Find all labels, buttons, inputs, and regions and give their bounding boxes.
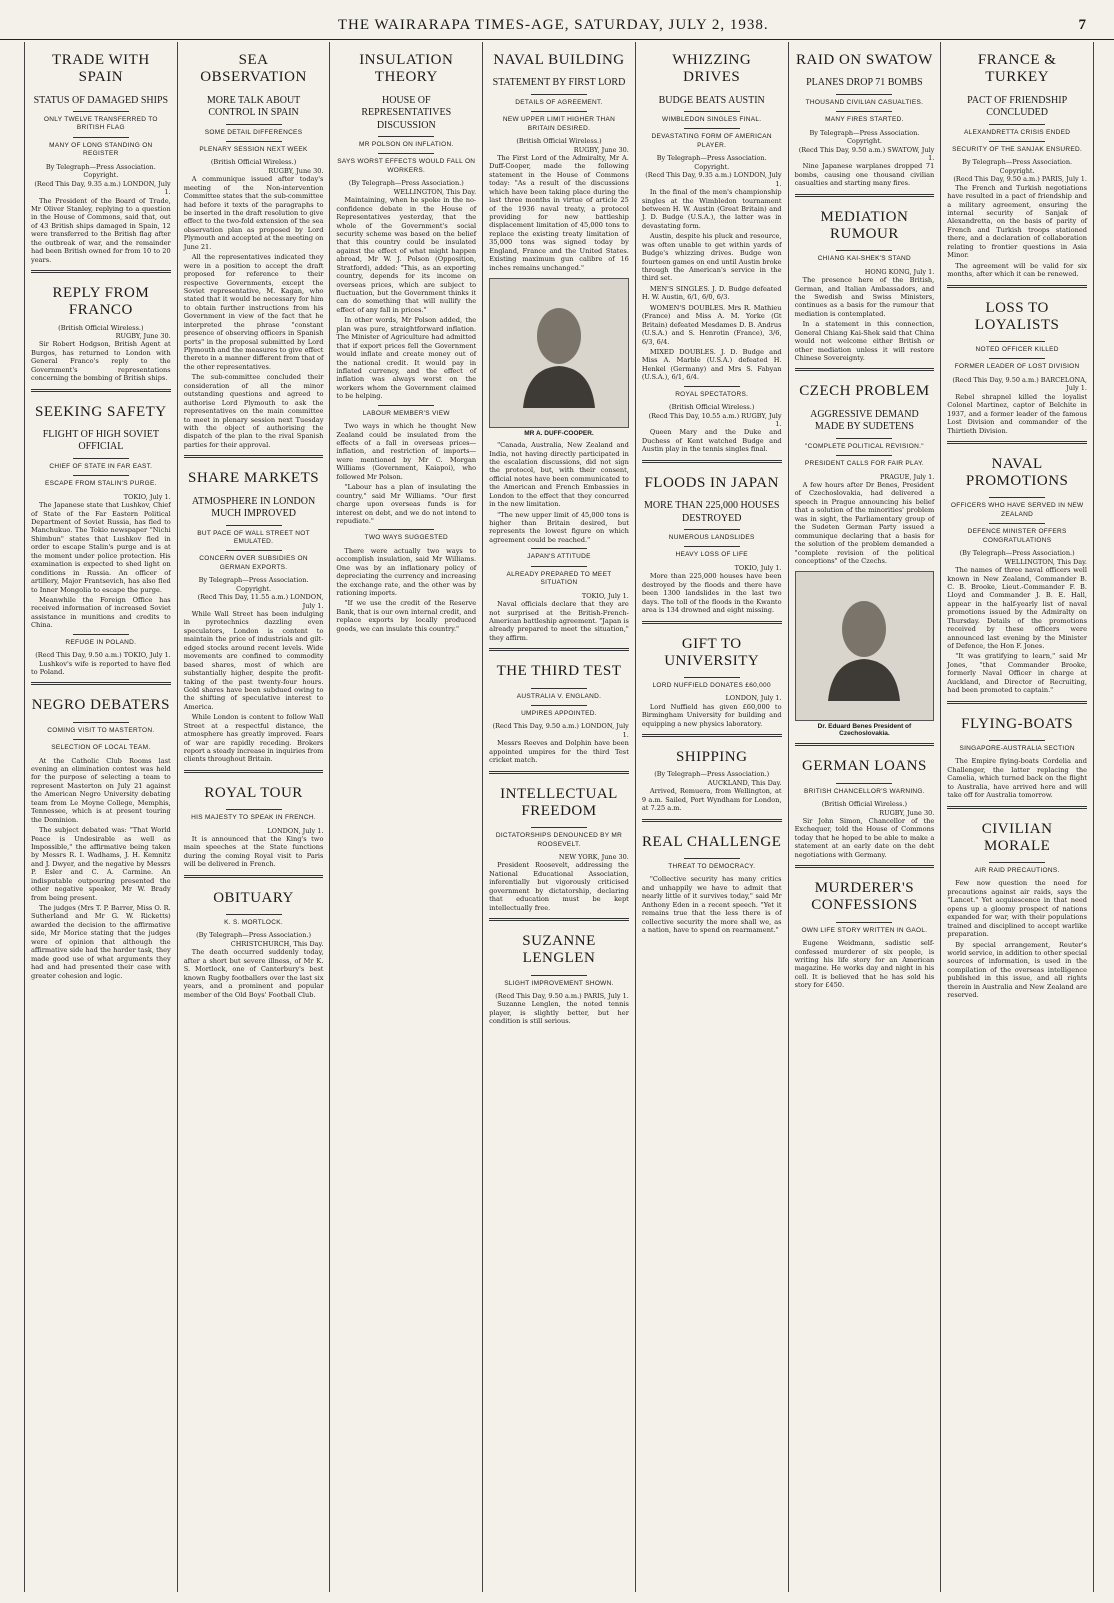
article — [795, 865, 935, 990]
deck: SECURITY OF THE SANJAK ENSURED. — [952, 145, 1083, 153]
divider — [73, 111, 129, 112]
article — [184, 455, 324, 764]
deck: TWO WAYS SUGGESTED — [364, 534, 448, 542]
article — [489, 918, 629, 1026]
headline: NAVAL BUILDING — [493, 52, 625, 68]
headline: FLOODS IN JAPAN — [644, 474, 779, 491]
divider — [31, 270, 171, 273]
divider — [795, 194, 935, 197]
divider — [989, 497, 1045, 498]
paragraph: The President of the Board of Trade, Mr Oliver Stanley, replying to a question in the House of Commons, said that, out of 43 British ships damaged in Spain, 12 were transferred to the British flag after the outbreak of war, and the remainder had been British owned for from 10 to 20 years. — [31, 196, 171, 264]
column-3 — [330, 42, 483, 1592]
headline: SUZANNE LENGLEN — [522, 933, 596, 967]
page-number: 7 — [1078, 17, 1086, 33]
deck: COMING VISIT TO MASTERTON. — [47, 726, 155, 734]
paragraph: The Japanese state that Lushkov, Chief of State of the Far Eastern Political Department of Soviet Russia, has fled to Manchukuo. The Tokio newspaper "Nichi Shimbun" states that Lushkov fled in order to escape Stalin's purge and is at the moment under police protection. His examination is expected to shed light on conditions in Russia. An officer of artillery, Major Frantsevich, has also fled to Inner Mongolia to escape the purge. — [31, 501, 171, 594]
article — [336, 529, 476, 633]
subheadline: HOUSE OF REPRESENTATIVES DISCUSSION — [361, 94, 452, 131]
byline: (By Telegraph—Press Association.) — [959, 549, 1075, 558]
article — [31, 389, 171, 630]
paragraph: Maintaining, when he spoke in the no-confidence debate in the House of Representatives yesterday, that the whole of the Government's social security scheme was based on the belief that this country could be insulated against the effect of what might happen abroad, Mr W. J. Polson (Opposition, Stratford), added: "This, as an exporting country, depends for its income on overseas prices, which are subject to fluctuation, but the Government thinks it can do something that will nullify the effect of any fall in prices." — [336, 196, 477, 314]
divider — [836, 922, 892, 923]
portrait-photo — [489, 278, 629, 428]
paragraph: MEN'S SINGLES. J. D. Budge defeated H. W. Austin, 6/1, 6/0, 6/3. — [641, 284, 782, 302]
divider — [989, 124, 1045, 125]
divider — [531, 827, 587, 828]
dateline: RUGBY, June 30. — [115, 331, 171, 340]
headline: RAID ON SWATOW — [796, 52, 933, 68]
divider — [184, 455, 324, 458]
subheadline: STATEMENT BY FIRST LORD — [492, 77, 626, 89]
masthead-title: THE WAIRARAPA TIMES-AGE, SATURDAY, JULY 2, 1938. — [337, 17, 769, 33]
paragraph: Meanwhile the Foreign Office has received information of increased Soviet assistance in munitions and credits to China. — [31, 595, 171, 630]
divider — [684, 546, 740, 547]
paragraph: While Wall Street has been indulging in pyrotechnics dazzling even speculators, London is content to maintain the price of industrials and gilt-edged stocks around recent levels. Wide movements are confined to commodity based shares, most of which are substantially higher, despite the profit-taking of the past twenty-four hours. Gold shares have been subdued owing to the shifting of speculative interest to America. — [183, 610, 324, 711]
dateline: CHRISTCHURCH, This Day. — [230, 939, 324, 948]
divider — [684, 128, 740, 129]
byline: (By Telegraph—Press Association.) — [196, 931, 312, 940]
deck: ALEXANDRETTA CRISIS ENDED — [963, 128, 1071, 136]
divider — [684, 386, 740, 387]
dateline: (Recd This Day, 10.55 a.m.) RUGBY, July 1. — [648, 411, 782, 428]
deck: THOUSAND CIVILIAN CASUALTIES. — [805, 98, 924, 106]
column-4 — [483, 42, 636, 1592]
deck: CONCERN OVER SUBSIDIES ON GERMAN EXPORTS. — [199, 555, 308, 571]
article — [642, 46, 782, 382]
byline: By Telegraph—Press Association. Copyright. — [198, 576, 309, 593]
divider — [378, 136, 434, 137]
deck: HEAVY LOSS OF LIFE — [675, 551, 748, 559]
paragraph: The French and Turkish negotiations have resulted in a pact of friendship and a military agreement, ensuring the internal security of Sanjak of Alexandretta, on the basis of parity of French and Turkish troops stationed there, and a declaration of collaboration relating to frontier questions in Asia Minor. — [947, 183, 1087, 260]
headline: SEEKING SAFETY — [35, 403, 167, 420]
headline: GIFT TO UNIVERSITY — [664, 635, 760, 669]
article — [336, 46, 476, 401]
deck: LABOUR MEMBER'S VIEW — [362, 409, 450, 417]
divider — [489, 918, 629, 921]
dateline: WELLINGTON, This Day. — [393, 187, 477, 196]
paragraph: The Empire flying-boats Cordelia and Challenger, the latter replacing the Camelia, which turned back on the flight to Australia, have arrived here and will take off for Australia tomorrow. — [947, 757, 1087, 800]
byline: By Telegraph—Press Association. Copyright. — [45, 162, 156, 180]
headline: SEA OBSERVATION — [200, 52, 307, 86]
deck: REFUGE IN POLAND. — [65, 638, 137, 646]
deck: ROYAL SPECTATORS. — [675, 390, 749, 398]
dateline: (Recd This Day, 9.35 a.m.) LONDON, July 1. — [645, 171, 782, 188]
paragraph: All the representatives indicated they were in a position to accept the draft proposed for reference to their respective Governments, except the Soviet representative, M. Kagan, who stated that it would be necessary for him to obtain further instructions from his Government in view of the fact that he interpreted the phrase "constant presence of observing officers in Spanish ports" in the proposal submitted by Lord Plymouth and the measures to give effect thereto in a manner different from that of the other representatives. — [183, 253, 324, 371]
divider — [489, 648, 629, 651]
headline: GERMAN LOANS — [802, 758, 927, 775]
divider — [989, 523, 1045, 524]
subheadline: BUDGE BEATS AUSTIN — [658, 94, 765, 106]
article — [489, 771, 629, 912]
paragraph: Two ways in which he thought New Zealand could be insulated from the effects of a fall in overseas prices—inflation, and restriction of imports—were mentioned by Mr C. Morgan Williams (Government, Kaiapoi), who followed Mr Polson. — [336, 422, 477, 481]
headline: FLYING-BOATS — [961, 715, 1074, 732]
deck: AIR RAID PRECAUTIONS. — [974, 867, 1060, 874]
column-7 — [941, 42, 1094, 1592]
dateline: TOKIO, July 1. — [581, 591, 629, 600]
article — [489, 46, 629, 272]
paragraph: Nine Japanese warplanes dropped 71 bombs, causing one thousand civilian casualties and starting many fires. — [794, 162, 935, 188]
deck: ALREADY PREPARED TO MEET SITUATION — [506, 570, 612, 587]
article — [31, 46, 171, 264]
divider — [226, 914, 282, 915]
deck: WIMBLEDON SINGLES FINAL. — [662, 116, 762, 123]
deck: AUSTRALIA V. ENGLAND. — [516, 692, 602, 700]
paragraph: WOMEN'S DOUBLES. Mrs R. Mathieu (France) and Miss A. M. Yorke (Gt Britain) defeated Mesdames D. B. Andrus (U.S.A.) and S. Henrotin (France), 3/6, 6/3, 6/4. — [641, 303, 782, 346]
divider — [947, 441, 1087, 444]
subheadline: ATMOSPHERE IN LONDON MUCH IMPROVED — [191, 495, 316, 519]
dateline: TOKIO, July 1. — [734, 563, 782, 572]
dateline: (Recd This Day, 9.50 a.m.) BARCELONA, July 1. — [952, 375, 1087, 393]
divider — [642, 621, 782, 624]
divider — [947, 806, 1087, 809]
paragraph: The names of three naval officers well known in New Zealand, Commander B. C. B. Brooke, Lieut.-Commander F. B. Lloyd and Commander J. B. E. Hall, appear in the half-yearly list of naval promotions issued by the Admiralty on Thursday. Details of the promotions received by these officers were announced last evening by the Minister of Defence, the Hon F. Jones. — [947, 566, 1087, 650]
paragraph: Queen Mary and the Duke and Duchess of Kent watched Budge and Austin play in the tennis singles final. — [641, 428, 782, 454]
paragraph: Sir John Simon, Chancellor of the Exchequer, told the House of Commons today that he hoped to be able to make a statement at an early date on the debt negotiations with Germany. — [794, 816, 935, 859]
headline: MURDERER'S CONFESSIONS — [811, 880, 918, 914]
headline: MEDIATION RUMOUR — [820, 208, 909, 242]
person-icon — [824, 591, 904, 701]
dateline: (Recd This Day, 9.50 a.m.) PARIS, July 1. — [953, 175, 1087, 184]
deck: HIS MAJESTY TO SPEAK IN FRENCH. — [191, 814, 316, 822]
divider — [989, 358, 1045, 359]
dateline: TOKIO, July 1. — [123, 492, 171, 501]
deck: DEFENCE MINISTER OFFERS CONGRATULATIONS — [967, 528, 1067, 544]
divider — [73, 137, 129, 138]
headline: OBITUARY — [213, 889, 294, 906]
dateline: AUCKLAND, This Day. — [707, 778, 782, 787]
divider — [836, 94, 892, 95]
paragraph: Sir Robert Hodgson, British Agent at Burgos, has returned to London with General Franco's reply to the Government's representations concerning the bombing of British ships. — [31, 340, 171, 383]
subheadline: PLANES DROP 71 BOMBS — [806, 77, 923, 89]
photo-caption: Dr. Eduard Benes President of Czechoslovakia. — [817, 723, 912, 738]
paragraph: Few now question the need for precautions against air raids, says the "Lancet." Yet acquiescence in that need opens up a gloomy prospect of nations expanded for war, with their populations trained and disciplined to accept warlike preparation. — [947, 879, 1087, 939]
headline: INSULATION THEORY — [359, 52, 454, 86]
dateline: (Recd This Day, 9.50 a.m.) TOKIO, July 1. — [35, 651, 171, 660]
paragraph: "The new upper limit of 45,000 tons is higher than Britain desired, but represents the lowest figure on which agreement could be reached." — [489, 510, 629, 544]
article — [31, 634, 171, 677]
paragraph: The subject debated was: "That World Peace is Undesirable as well as Impossible," the affirmative being taken by Messrs R. I. Wadhams, J. H. Kemnitz and J. Dwyer, and the negative by Messrs P. Esler and C. A. Carmine. An indisputable outpouring presented the other negative speaker, Mr W. Brady from being present. — [31, 826, 171, 902]
headline: SHARE MARKETS — [188, 470, 320, 487]
article — [642, 386, 782, 454]
divider — [642, 734, 782, 737]
divider — [31, 389, 171, 392]
divider — [226, 525, 282, 526]
divider — [684, 111, 740, 112]
byline: By Telegraph—Press Association. Copyright. — [656, 154, 767, 171]
deck: SOME DETAIL DIFFERENCES — [204, 128, 303, 136]
article — [489, 278, 629, 437]
article — [947, 441, 1087, 695]
article — [184, 770, 324, 869]
article — [489, 441, 629, 544]
paragraph: At the Catholic Club Rooms last evening an elimination contest was held for the purpose of selecting a team to represent Masterton on July 21 against the American Negro University debating team from Le Moyne College, Memphis, Tennessee, which is at present touring the Dominion. — [31, 756, 171, 824]
divider — [684, 529, 740, 530]
article — [336, 405, 476, 526]
paragraph: "Collective security has many critics and unhappily we have to admit that nearly little of it survives today," said Mr Anthony Eden in a recent speech. "Yet it remains true that the less there is of collective security the more shall we, as a nation, have to spend on rearmament." — [641, 875, 782, 934]
divider — [73, 475, 129, 476]
byline: (British Official Wireless.) — [669, 403, 755, 412]
deck: OWN LIFE STORY WRITTEN IN GAOL. — [801, 926, 928, 934]
divider — [73, 722, 129, 723]
divider — [226, 809, 282, 810]
divider — [684, 677, 740, 678]
deck: OFFICERS WHO HAVE SERVED IN NEW ZEALAND — [950, 502, 1084, 518]
subheadline: FLIGHT OF HIGH SOVIET OFFICIAL — [42, 428, 159, 453]
paragraph: Lord Nuffield has given £60,000 to Birmingham University for building and equipping a new physics laboratory. — [641, 702, 782, 728]
divider — [226, 550, 282, 551]
column-1 — [25, 42, 178, 1592]
divider — [947, 701, 1087, 704]
dateline: RUGBY, June 30. — [573, 145, 629, 154]
article — [795, 194, 935, 363]
byline: (British Official Wireless.) — [516, 137, 602, 146]
article — [947, 285, 1087, 435]
divider — [642, 819, 782, 822]
article — [489, 548, 629, 642]
subheadline: STATUS OF DAMAGED SHIPS — [33, 94, 169, 106]
dateline: HONG KONG, July 1. — [864, 267, 935, 276]
divider — [795, 743, 935, 746]
paragraph: Arrived, Remuera, from Wellington, at 9 a.m. Sailed, Port Wyndham for London, at 7.25 a.m. — [641, 787, 782, 813]
deck: BRITISH CHANCELLOR'S WARNING. — [803, 787, 925, 795]
paragraph: MIXED DOUBLES. J. D. Budge and Miss A. Marble (U.S.A.) defeated H. Henkel (Germany) and Mrs S. Fabyan (U.S.A.), 6/1, 6/4. — [641, 347, 782, 382]
subheadline: PACT OF FRIENDSHIP CONCLUDED — [967, 94, 1068, 118]
divider — [531, 566, 587, 567]
paragraph: Eugene Weidmann, sadistic self-confessed murderer of six people, is writing his life story for an American magazine. He works day and night in his cell. It is believed that he has sold his story for £450. — [794, 939, 935, 990]
deck: MANY FIRES STARTED. — [825, 116, 904, 124]
deck: JAPAN'S ATTITUDE — [527, 553, 591, 561]
paragraph: A communique issued after today's meeting of the Non-intervention Committee states that the sub-committee had before it texts of the paragraphs to be inserted in the draft resolution to give effect to the two-fold extension of the sea observation plan as proposed by Lord Plymouth and accepted at the meeting on June 21. — [183, 175, 324, 251]
paragraph: "Canada, Australia, New Zealand and India, not having directly participated in the escalation discussions, did not sign the protocol, but, with their consent, official notes have been communicated to the American and French Embassies in London to the effect that they concurred in the new limitation. — [489, 441, 629, 509]
paragraph: While London is content to follow Wall Street at a respectful distance, the atmosphere has greatly improved. Fears of war are rapidly receding. Brokers report a steady increase in inquiries from clients throughout Britain. — [183, 713, 324, 764]
paragraph: The First Lord of the Admiralty, Mr A. Duff-Cooper, made the following statement in the House of Commons today: "As a result of the discussions which have been taking place during the last three months in virtue of article 25 of the 1936 naval treaty, a protocol providing for new battleship displacement limitation of 45,000 tons to replace the existing treaty limitation of 35,000 tons was signed today by England, France and the United States. Existing maximum gun calibre of 16 inches remains unchanged." — [489, 153, 629, 272]
deck: PLENARY SESSION NEXT WEEK — [199, 145, 308, 153]
paragraph: In other words, Mr Polson added, the plan was pure, straightforward inflation. The Minister of Agriculture had admitted that if export prices fell the Government would inflate and create money out of the national credit. It would pay in inflated currency, and the effect of inflation was always worst on the workers whom the Government claimed to be helping. — [336, 316, 477, 401]
divider — [836, 455, 892, 456]
headline: NEGRO DEBATERS — [31, 697, 170, 714]
divider — [73, 458, 129, 459]
subheadline: AGGRESSIVE DEMAND MADE BY SUDETENS — [810, 408, 919, 433]
divider — [989, 740, 1045, 741]
divider — [184, 770, 324, 773]
paragraph: A few hours after Dr Benes, President of Czechoslovakia, had delivered a speech in Prague announcing his belief that a solution of the minorities' problem was in sight, the Parliamentary group of the Sudeten German Party issued a communique declaring that a basis for the solution of the problem demanded a "complete revision of the political conceptions" of the Czechs. — [794, 481, 935, 565]
deck: DEVASTATING FORM OF AMERICAN PLAYER. — [651, 133, 772, 149]
deck: SINGAPORE-AUSTRALIA SECTION — [959, 744, 1075, 752]
deck: ESCAPE FROM STALIN'S PURGE. — [44, 480, 157, 488]
deck: UMPIRES APPOINTED. — [521, 709, 597, 717]
deck: ONLY TWELVE TRANSFERRED TO BRITISH FLAG — [43, 116, 158, 132]
byline: (By Telegraph—Press Association.) — [348, 179, 464, 188]
paragraph: Lushkov's wife is reported to have fled to Poland. — [31, 659, 171, 676]
divider — [989, 862, 1045, 863]
deck: NEW UPPER LIMIT HIGHER THAN BRITAIN DESIRED. — [502, 116, 616, 132]
subheadline: MORE THAN 225,000 HOUSES DESTROYED — [644, 500, 780, 524]
deck: CHIEF OF STATE IN FAR EAST. — [49, 462, 153, 470]
article — [31, 270, 171, 383]
paragraph: The agreement will be valid for six months, after which it can be renewed. — [947, 261, 1087, 279]
divider — [836, 111, 892, 112]
byline: (British Official Wireless.) — [821, 800, 908, 809]
byline: (British Official Wireless.) — [58, 323, 144, 332]
paragraph: Naval officials declare that they are not surprised at the British-French-American battleship agreement. "Japan is already prepared to meet the situation," they affirm. — [489, 600, 629, 642]
article — [795, 368, 935, 565]
headline: CZECH PROBLEM — [799, 383, 930, 400]
divider — [836, 438, 892, 439]
paragraph: In a statement in this connection, General Chiang Kai-Shek said that China would not welcome either British or other mediation unless it will restore Chinese Sovereignty. — [794, 320, 935, 362]
article — [642, 460, 782, 615]
byline: By Telegraph—Press Association. Copyright. — [809, 128, 920, 146]
divider — [531, 94, 587, 95]
deck: MR POLSON ON INFLATION. — [359, 141, 454, 148]
dateline: PRAGUE, July 1. — [879, 472, 935, 481]
divider — [489, 771, 629, 774]
divider — [989, 141, 1045, 142]
dateline: LONDON, July 1. — [725, 694, 782, 703]
dateline: (Recd This Day, 11.55 a.m.) LONDON, July 1. — [197, 593, 324, 610]
paragraph: The sub-committee concluded their consideration of all the minor outstanding questions and agreed to authorise Lord Plymouth to ask the representatives on the main committee to meet in plenary session next Tuesday with the object of authorising the dispatch of the plan to the rival Spanish parties for their approval. — [183, 373, 324, 449]
deck: DICTATORSHIPS DENOUNCED BY MR ROOSEVELT. — [495, 832, 623, 848]
divider — [31, 682, 171, 685]
deck: NUMEROUS LANDSLIDES — [668, 534, 755, 541]
deck: K. S. MORTLOCK. — [224, 919, 284, 926]
headline: THE THIRD TEST — [496, 663, 622, 680]
article — [184, 875, 324, 999]
dateline: WELLINGTON, This Day. — [1004, 557, 1087, 566]
divider — [378, 405, 434, 406]
article — [642, 621, 782, 729]
divider — [795, 368, 935, 371]
headline: INTELLECTUAL FREEDOM — [500, 785, 618, 819]
divider — [642, 460, 782, 463]
article — [947, 701, 1087, 800]
article — [642, 819, 782, 935]
article — [184, 46, 324, 449]
divider — [378, 153, 434, 154]
deck: BUT PACE OF WALL STREET NOT EMULATED. — [197, 529, 310, 545]
column-6 — [789, 42, 942, 1592]
deck: LORD NUFFIELD DONATES £60,000 — [652, 682, 771, 689]
divider — [684, 858, 740, 859]
dateline: (Recd This Day, 9.50 a.m.) SWATOW, July 1. — [798, 145, 935, 162]
article — [795, 571, 935, 737]
deck: NOTED OFFICER KILLED — [975, 346, 1059, 353]
paragraph: Rebel shrapnel killed the loyalist Colonel Martinez, captor of Belchite in 1937, and a former leader of the famous Lost Division and commander of the Thirtieth Division. — [947, 392, 1087, 435]
headline: CIVILIAN MORALE — [981, 820, 1053, 854]
byline: (British Official Wireless.) — [210, 158, 297, 167]
paragraph: "It was gratifying to learn," said Mr Jones, "that Commander Brooke, formerly Naval Officer in charge at Auckland, and Director of Recruiting, had been promoted to captain." — [947, 652, 1087, 695]
portrait-photo — [795, 571, 935, 721]
divider — [73, 739, 129, 740]
divider — [226, 124, 282, 125]
column-5 — [636, 42, 789, 1592]
paragraph: President Roosevelt, addressing the National Educational Association, inferentially but vigorously criticised government by dictatorship, declaring that education must be kept intellectually free. — [489, 861, 629, 912]
deck: MANY OF LONG STANDING ON REGISTER — [49, 141, 153, 158]
paragraph: The death occurred suddenly today, after a short but severe illness, of Mr K. S. Mortlock, one of Canterbury's best known Rugby footballers over the last six years, and a prominent and popular member of the Old Boys' Football Club. — [183, 948, 324, 999]
headline: ROYAL TOUR — [204, 784, 303, 801]
article — [947, 806, 1087, 1000]
dateline: NEW YORK, June 30. — [558, 852, 629, 861]
byline: (By Telegraph—Press Association.) — [654, 770, 770, 779]
paragraph: The presence here of the British, German, and Italian Ambassadors, and the Swedish and Swiss Ministers, continues as a basis for the rumour that mediation is contemplated. — [794, 276, 935, 318]
divider — [947, 285, 1087, 288]
deck: THREAT TO DEMOCRACY. — [668, 862, 756, 870]
divider — [531, 111, 587, 112]
paragraph: There were actually two ways to accomplish insulation, said Mr Williams. One was by an inflationary policy of depreciating the currency and increasing the exchange rate, and the other was by rationing imports. — [336, 546, 477, 597]
paragraph: More than 225,000 houses have been destroyed by the floods and there have been 1300 landslides in the last two days. The toll of the floods in the Kwanto area is 134 drowned and eight missing. — [641, 572, 782, 615]
dateline: RUGBY, June 30. — [268, 166, 324, 175]
article — [795, 743, 935, 859]
dateline: (Recd This Day, 9.35 a.m.) LONDON, July 1. — [34, 179, 171, 197]
dateline: RUGBY, June 30. — [879, 808, 935, 817]
masthead — [0, 0, 1114, 40]
paragraph: Suzanne Lenglen, the noted tennis player, is slightly better, but her condition is still serious. — [489, 1000, 629, 1026]
headline: REAL CHALLENGE — [642, 833, 782, 850]
byline: By Telegraph—Press Association. Copyright. — [962, 158, 1073, 175]
article — [947, 46, 1087, 279]
deck: DETAILS OF AGREEMENT. — [515, 98, 603, 106]
divider — [836, 783, 892, 784]
divider — [531, 548, 587, 549]
divider — [531, 688, 587, 689]
divider — [73, 634, 129, 635]
divider — [531, 705, 587, 706]
photo-caption: MR A. DUFF-COOPER. — [524, 430, 594, 438]
divider — [531, 975, 587, 976]
paragraph: Austin, despite his pluck and resource, was often unable to get within yards of Budge's whizzing drives. Budge won fourteen games on end until Austin broke through the American's service in the third set. — [641, 232, 782, 283]
subheadline: MORE TALK ABOUT CONTROL IN SPAIN — [206, 94, 301, 118]
dateline: (Recd This Day, 9.50 a.m.) LONDON, July 1. — [492, 722, 629, 739]
deck: PRESIDENT CALLS FOR FAIR PLAY. — [804, 460, 925, 468]
divider — [226, 141, 282, 142]
headline: SHIPPING — [675, 749, 748, 766]
deck: FORMER LEADER OF LOST DIVISION — [954, 363, 1080, 371]
article — [795, 46, 935, 188]
dateline: LONDON, July 1. — [267, 826, 324, 835]
article — [489, 648, 629, 764]
paragraph: Messrs Reeves and Dolphin have been appointed umpires for the third Test cricket match. — [489, 739, 629, 765]
headline: TRADE WITH SPAIN — [52, 52, 150, 86]
paragraph: "If we use the credit of the Reserve Bank, that is our own internal credit, and replace exports by locally produced goods, we can insulate this country." — [336, 599, 477, 633]
newspaper-page — [24, 42, 1094, 1592]
column-2 — [178, 42, 331, 1592]
dateline: (Recd This Day, 9.50 a.m.) PARIS, July 1. — [495, 991, 629, 1000]
headline: LOSS TO LOYALISTS — [974, 299, 1060, 333]
divider — [184, 875, 324, 878]
article — [642, 734, 782, 812]
divider — [836, 250, 892, 251]
divider — [378, 529, 434, 530]
paragraph: By special arrangement, Reuter's world service, in addition to other special sources of information, is used in the compilation of the overseas intelligence published in this issue, and all rights therein in Australia and New Zealand are reserved. — [947, 940, 1087, 1000]
divider — [989, 341, 1045, 342]
paragraph: In the final of the men's championship singles at the Wimbledon tournament between H. W. Austin (Great Britain) and J. D. Budge (U.S.A.), the latter was in devastating form. — [641, 188, 782, 230]
deck: SELECTION OF LOCAL TEAM. — [51, 744, 151, 752]
deck: SAYS WORST EFFECTS WOULD FALL ON WORKERS. — [337, 158, 476, 174]
divider — [795, 865, 935, 868]
deck: CHIANG KAI-SHEK'S STAND — [817, 255, 912, 263]
paragraph: It is announced that the King's two main speeches at the State functions during the coming Royal visit to Paris will be delivered in French. — [183, 835, 324, 869]
paragraph: "Labour has a plan of insulating the country," said Mr Williams. "Our first charge upon overseas funds is for interest on debt, and we do not intend to repudiate." — [336, 483, 477, 525]
article — [31, 682, 171, 980]
headline: FRANCE & TURKEY — [977, 52, 1057, 86]
headline: NAVAL PROMOTIONS — [965, 455, 1069, 490]
deck: SLIGHT IMPROVEMENT SHOWN. — [504, 979, 614, 987]
deck: "COMPLETE POLITICAL REVISION." — [805, 442, 924, 450]
paragraph: The judges (Mrs T. P. Barrer, Miss O. R. Sutherland and Mr G. W. Ricketts) awarded the decision to the affirmative side, Mr Morice stating that the judges were of opinion that although the affirmative side had the harder task, they made good use of what arguments they had and had presented their case with greater cohesion and logic. — [31, 904, 171, 980]
headline: REPLY FROM FRANCO — [52, 285, 150, 319]
headline: WHIZZING DRIVES — [672, 52, 752, 86]
person-icon — [519, 298, 599, 408]
